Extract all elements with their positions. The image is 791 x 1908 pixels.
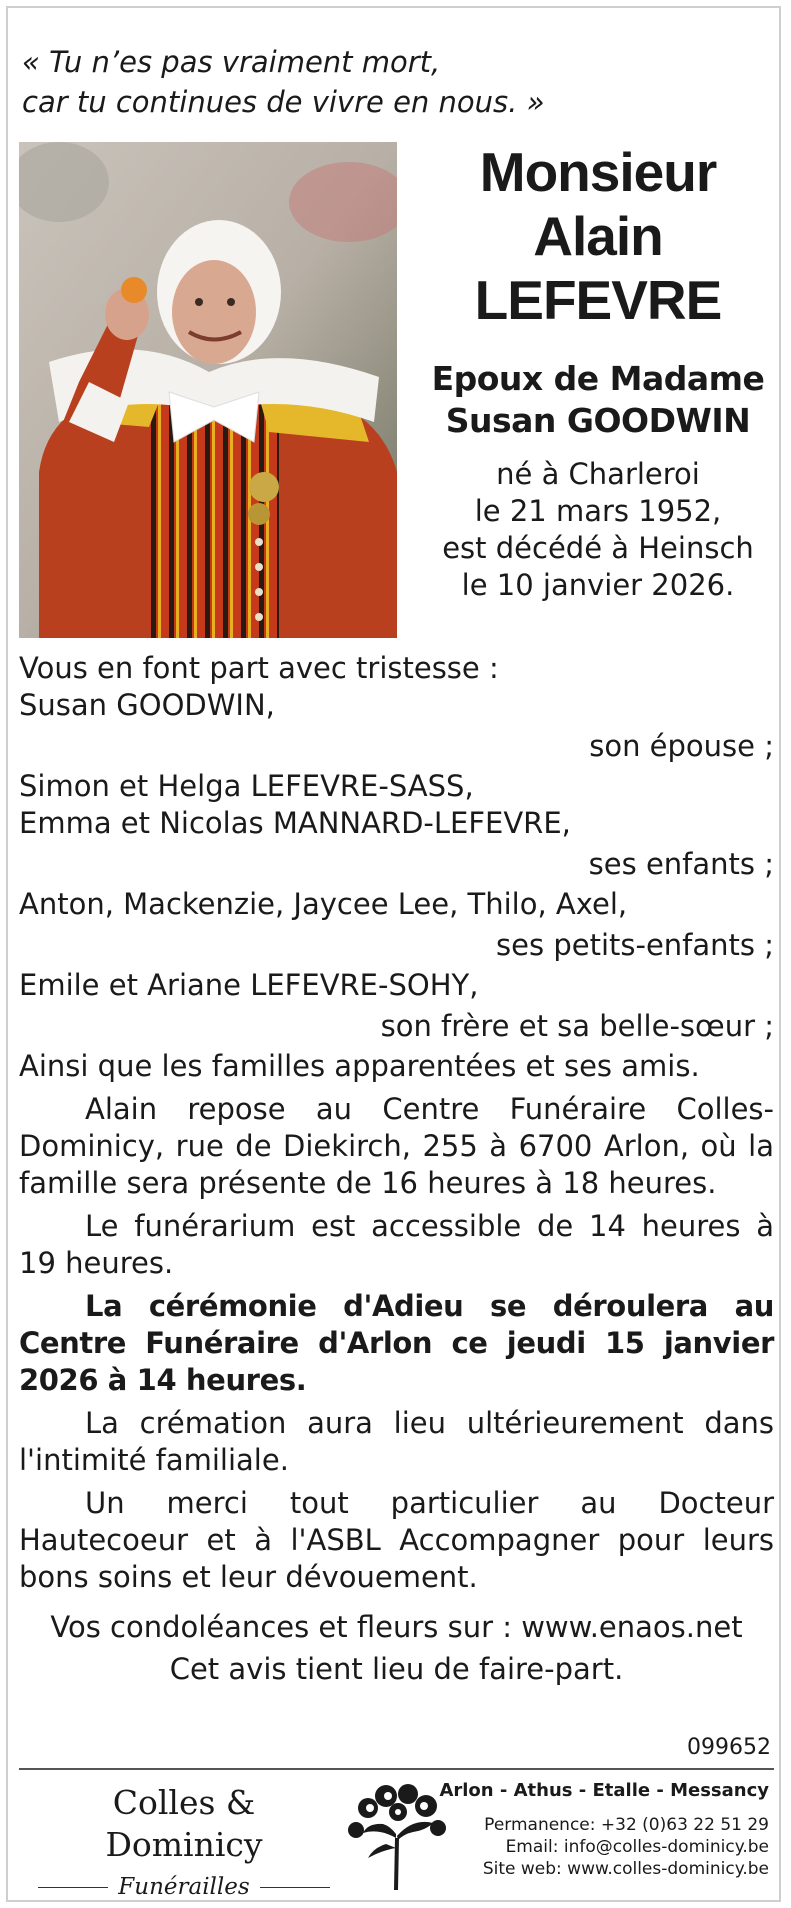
firm-website: Site web: www.colles-dominicy.be [482, 1859, 769, 1879]
tree-icon [338, 1778, 456, 1893]
firm-email: Email: info@colles-dominicy.be [505, 1837, 769, 1857]
spouse-line-2: Susan GOODWIN [445, 401, 751, 440]
deceased-name [415, 140, 781, 332]
death-place: est décédé à Heinsch [442, 531, 754, 565]
notice-line: Cet avis tient lieu de faire-part. [169, 1652, 624, 1686]
firm-subtitle-row [34, 1874, 334, 1900]
repose-paragraph: Alain repose au Centre Funéraire Colles-Dominicy, rue de Diekirch, 255 à 6700 Arlon, où la famille sera présente de 16 heures à 18 heures. [19, 1092, 774, 1200]
spouse-mention [415, 358, 781, 442]
quote-line-1: « Tu n’es pas vraiment mort, [22, 45, 441, 79]
birth-place: né à Charleroi [496, 457, 700, 491]
others-line: Ainsi que les familles apparentées et ses amis. [19, 1049, 700, 1083]
spouse-line-1: Epoux de Madame [431, 359, 765, 398]
ceremony-paragraph: La cérémonie d'Adieu se déroulera au Centre Funéraire d'Arlon ce jeudi 15 janvier 2026 à 14 heures. [19, 1289, 774, 1397]
portrait-photo [19, 142, 397, 638]
firm-phone: Permanence: +32 (0)63 22 51 29 [484, 1815, 769, 1835]
children-role: ses enfants ; [588, 847, 774, 881]
child-entry: Simon et Helga LEFEVRE-SASS, [19, 769, 474, 803]
divider-line [260, 1887, 330, 1888]
grandchildren-role: ses petits-enfants ; [496, 928, 774, 962]
firm-brand [34, 1782, 334, 1900]
cremation-paragraph: La crémation aura lieu ultérieurement dans l'intimité familiale. [19, 1406, 774, 1477]
firm-locations: Arlon - Athus - Etalle - Messancy [439, 1780, 769, 1801]
epigraph-quote [22, 42, 544, 122]
child-entry: Emma et Nicolas MANNARD-LEFEVRE, [19, 806, 571, 840]
name-last: LEFEVRE [474, 269, 722, 331]
footer-divider [19, 1768, 774, 1770]
death-date: le 10 janvier 2026. [461, 568, 735, 602]
condolences-line: Vos condoléances et fleurs sur : www.enaos.net [50, 1610, 743, 1644]
firm-contact [439, 1780, 769, 1880]
funerarium-paragraph: Le funérarium est accessible de 14 heures à 19 heures. [19, 1209, 774, 1280]
spouse-role: son épouse ; [589, 729, 774, 763]
deceased-header [415, 140, 781, 604]
sibling-names: Emile et Ariane LEFEVRE-SOHY, [19, 968, 479, 1002]
birth-death-info [415, 456, 781, 604]
intro-line: Vous en font part avec tristesse : [19, 651, 499, 685]
reference-number: 099652 [687, 1735, 771, 1760]
sibling-role: son frère et sa belle-sœur ; [380, 1009, 774, 1043]
firm-subtitle: Funérailles [118, 1874, 250, 1900]
name-first: Alain [533, 205, 663, 267]
divider-line [38, 1887, 108, 1888]
grandchildren-names: Anton, Mackenzie, Jaycee Lee, Thilo, Axel, [19, 887, 628, 921]
quote-line-2: car tu continues de vivre en nous. » [22, 85, 545, 119]
announcement-body [19, 650, 774, 1690]
thanks-paragraph: Un merci tout particulier au Docteur Hautecoeur et à l'ASBL Accompagner pour leurs bons soins et leur dévouement. [19, 1486, 774, 1594]
spouse-name: Susan GOODWIN, [19, 688, 275, 722]
birth-date: le 21 mars 1952, [474, 494, 722, 528]
name-title: Monsieur [479, 141, 717, 203]
firm-name: Colles & Dominicy [105, 1783, 263, 1864]
